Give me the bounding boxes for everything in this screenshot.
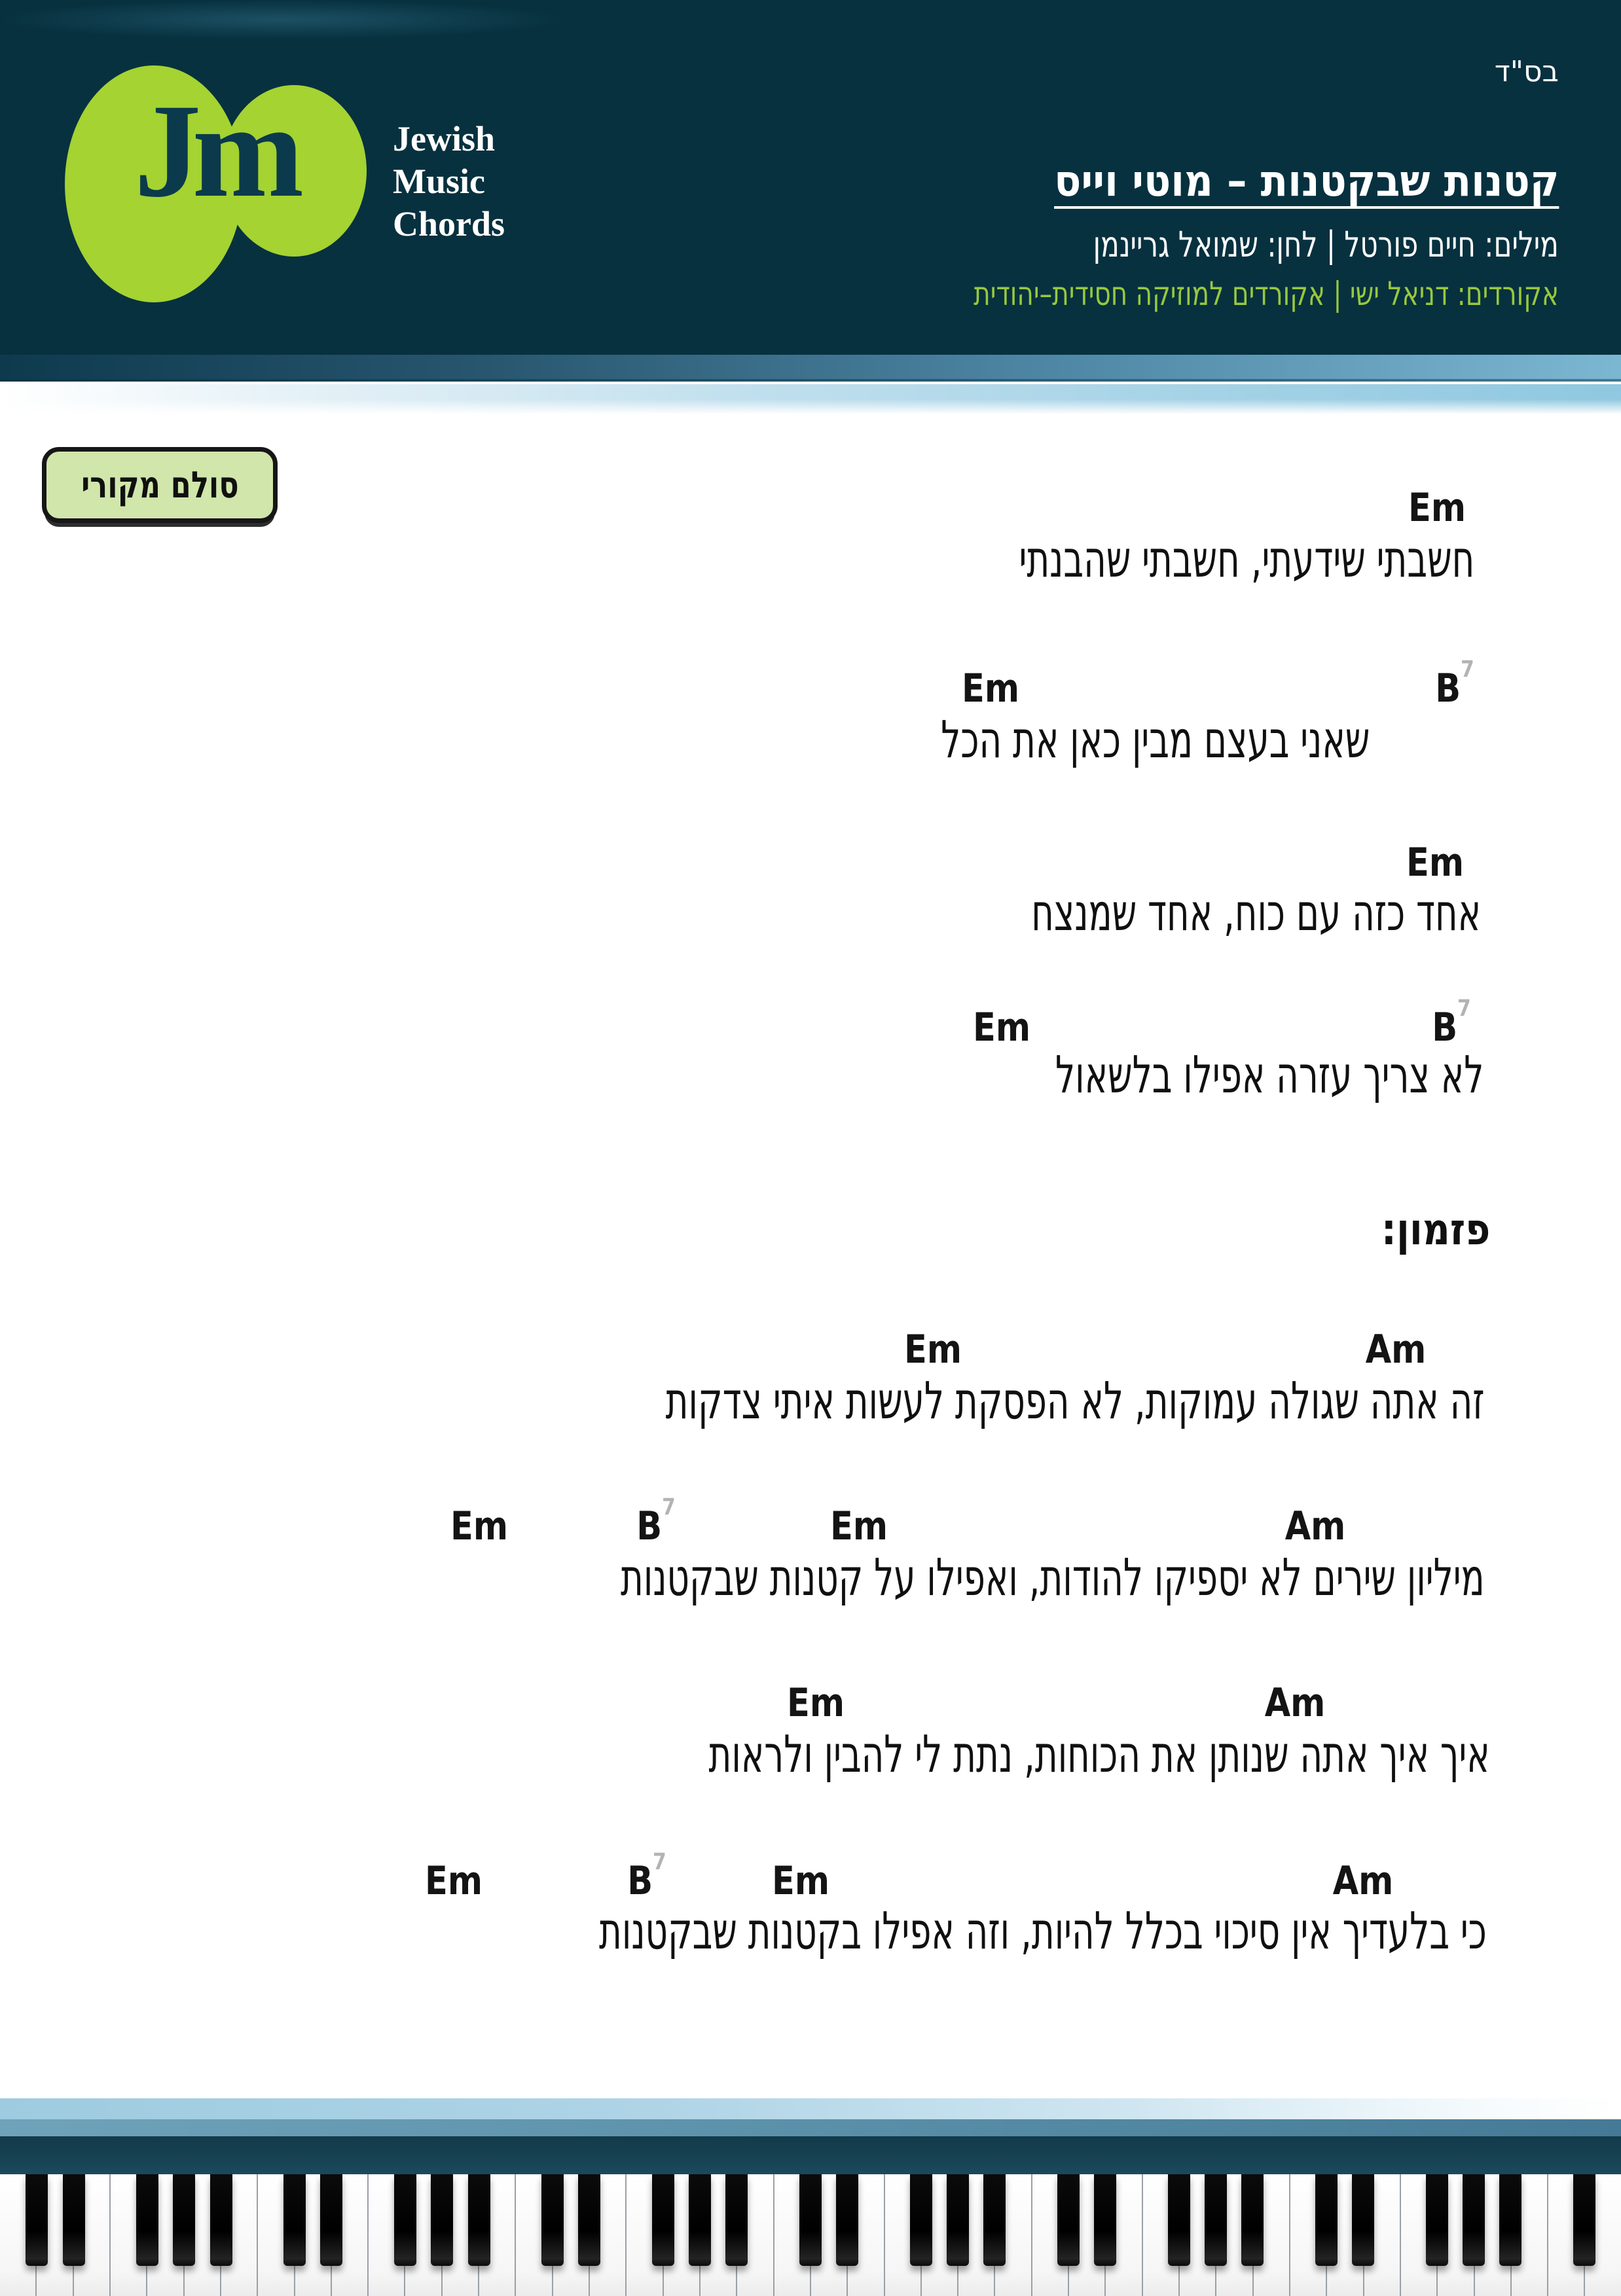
chord-root: B [636,1503,663,1549]
chord-root: B [1432,1005,1458,1050]
chord-superscript: 7 [653,1848,666,1875]
chord-label [636,1494,676,1549]
chord-label: Em [450,1503,508,1549]
logo-monogram: Jm [134,77,295,225]
lyric-line: זה אתה שגולה עמוקות, לא הפסקת לעשות איתי צדקות [666,1372,1485,1431]
lyric-line: שאני בעצם מבין כאן את הכל [940,711,1370,770]
piano-black-key [836,2174,858,2266]
chord-root: B [1435,666,1461,711]
piano-black-key [26,2174,48,2266]
piano-black-key [320,2174,342,2266]
chord-label: Am [1264,1680,1326,1726]
chord-label: Em [830,1503,888,1549]
page-title: קטנות שבקטנות – מוטי וייס [1053,156,1559,206]
piano-black-key [431,2174,453,2266]
piano-black-key [1241,2174,1264,2266]
piano-black-key [173,2174,195,2266]
piano-black-key [910,2174,932,2266]
chord-label: Em [772,1858,829,1904]
piano-black-key [652,2174,674,2266]
piano-black-key [394,2174,416,2266]
lyric-line: איך איך אתה שנותן את הכוחות, נתת לי להבין ולראות [708,1725,1490,1784]
header [0,0,1621,355]
chord-superscript: 7 [1457,995,1471,1022]
footer-band-dark [0,2136,1621,2174]
chord-label [1435,656,1474,711]
piano-black-key [541,2174,564,2266]
piano-black-key [1094,2174,1116,2266]
piano-black-key [136,2174,158,2266]
piano-black-key [1499,2174,1521,2266]
footer-stripe-light [0,2098,1621,2119]
piano-black-key [1205,2174,1227,2266]
lyrics-composer-credits: מילים: חיים פורטל | לחן: שמואל גריינמן [1093,224,1559,265]
chord-root: B [627,1858,653,1904]
piano-black-key [468,2174,490,2266]
brand-line-1: Jewish [393,119,496,158]
piano-black-key [1463,2174,1485,2266]
piano-black-key [1352,2174,1374,2266]
chord-label: Em [425,1858,483,1904]
piano-black-key [63,2174,85,2266]
lyric-line: כי בלעדיך אין סיכוי בכלל להיות, וזה אפילו בקטנות שבקטנות [599,1902,1487,1961]
chorus-heading: פזמון: [1381,1204,1490,1255]
chord-superscript: 7 [662,1494,676,1520]
header-right-block [0,0,1621,355]
piano-black-key [1426,2174,1448,2266]
header-stripe-dark [0,355,1621,382]
chord-label: Em [1408,485,1466,531]
piano-black-key [799,2174,822,2266]
lyric-line: אחד כזה עם כוח, אחד שמנצח [1031,884,1481,942]
chords-credit: אקורדים: דניאל ישי | אקורדים למוזיקה חסידית–יהודית [974,275,1559,313]
piano-black-key [983,2174,1006,2266]
chord-label: Em [962,666,1019,711]
lyric-line: מיליון שירים לא יספיקו להודות, ואפילו על קטנות שבקטנות [621,1549,1485,1607]
piano-black-key [947,2174,969,2266]
original-key-badge-label: סולם מקורי [81,463,239,507]
chord-label: Em [904,1327,962,1372]
chord-label [1432,995,1471,1050]
brand-line-3: Chords [393,204,505,243]
lyric-line: לא צריך עזרה אפילו בלשאול [1055,1046,1484,1105]
piano-black-key [1057,2174,1080,2266]
piano-black-key [1168,2174,1190,2266]
chord-superscript: 7 [1461,656,1474,683]
brand-line-2: Music [393,161,485,201]
chord-label: Em [787,1680,845,1726]
chord-label [627,1848,666,1904]
piano-black-key [1315,2174,1338,2266]
chord-label: Em [1406,840,1464,886]
chord-label: Em [973,1005,1030,1050]
chord-label: Am [1365,1327,1427,1372]
piano-black-key [1573,2174,1595,2266]
piano-black-key [210,2174,232,2266]
chord-label: Am [1284,1503,1346,1549]
header-stripe-light [0,384,1621,414]
chord-label: Am [1332,1858,1394,1904]
piano-black-key [578,2174,600,2266]
piano-black-key [725,2174,748,2266]
bsd-text: בס"ד [1494,55,1559,88]
footer-stripe-mid [0,2119,1621,2136]
piano-black-key [689,2174,711,2266]
piano-keyboard [0,2174,1621,2296]
lyric-line: חשבתי שידעתי, חשבתי שהבנתי [1019,530,1474,589]
piano-black-key [283,2174,306,2266]
original-key-badge [42,447,278,523]
